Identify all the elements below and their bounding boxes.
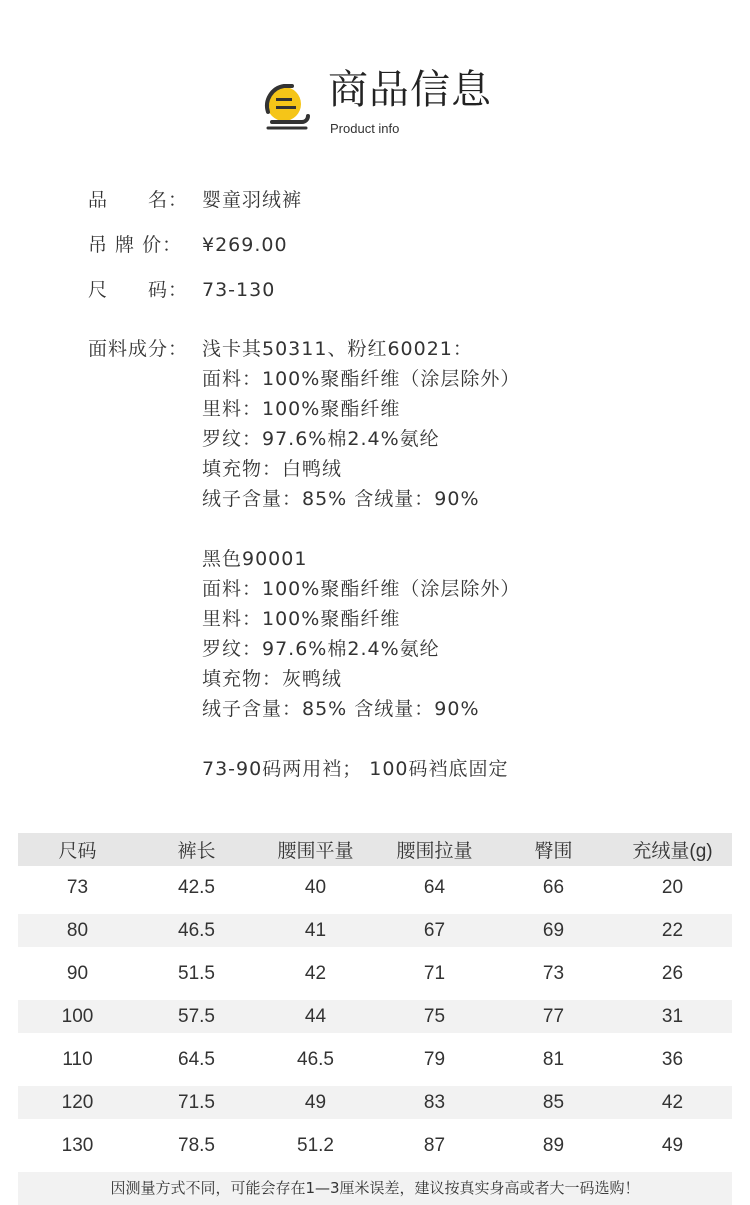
table-cell: 73 xyxy=(542,962,565,984)
table-cell: 89 xyxy=(542,1134,565,1156)
composition-line: 浅卡其50311、粉红60021： xyxy=(202,338,473,360)
table-cell: 51.2 xyxy=(297,1134,334,1156)
measurement-note: 因测量方式不同，可能会存在1—3厘米误差，建议按真实身高或者大一码选购！ xyxy=(18,1172,732,1205)
document-lines-icon xyxy=(262,82,314,132)
table-cell: 130 xyxy=(61,1134,94,1156)
table-cell: 71 xyxy=(423,962,446,984)
table-header-row xyxy=(18,833,732,866)
table-row xyxy=(18,1038,732,1081)
table-cell: 31 xyxy=(661,1005,684,1027)
table-header-cell: 腰围平量 xyxy=(277,841,354,862)
price-label: 吊 牌 价： xyxy=(88,234,183,256)
size-row xyxy=(88,275,275,305)
composition-line: 里料：100%聚酯纤维 xyxy=(202,398,401,420)
product-name-value: 婴童羽绒裤 xyxy=(202,189,303,211)
table-cell: 42.5 xyxy=(178,876,215,898)
table-header-cell: 臀围 xyxy=(534,841,573,862)
size-label: 尺 码： xyxy=(88,279,189,301)
table-row xyxy=(18,995,732,1038)
table-cell: 44 xyxy=(304,1005,327,1027)
composition-section xyxy=(88,334,520,784)
table-row xyxy=(18,1081,732,1124)
page-subtitle: Product info xyxy=(330,121,400,136)
table-row xyxy=(18,866,732,909)
table-cell: 49 xyxy=(304,1091,327,1113)
table-cell: 64 xyxy=(423,876,446,898)
table-header-cell: 充绒量(g) xyxy=(632,841,713,862)
table-cell: 78.5 xyxy=(178,1134,215,1156)
table-cell: 77 xyxy=(542,1005,565,1027)
composition-line: 绒子含量：85% 含绒量：90% xyxy=(202,698,480,720)
table-cell: 87 xyxy=(423,1134,446,1156)
price-row xyxy=(88,230,288,260)
header xyxy=(0,0,750,150)
table-cell: 51.5 xyxy=(178,962,215,984)
composition-line: 填充物：白鸭绒 xyxy=(202,458,343,480)
table-cell: 64.5 xyxy=(178,1048,215,1070)
composition-line: 面料：100%聚酯纤维（涂层除外） xyxy=(202,578,521,600)
composition-line: 里料：100%聚酯纤维 xyxy=(202,608,401,630)
table-row xyxy=(18,952,732,995)
table-cell: 66 xyxy=(542,876,565,898)
table-header-cell: 尺码 xyxy=(58,841,97,862)
table-cell: 46.5 xyxy=(297,1048,334,1070)
table-cell: 85 xyxy=(542,1091,565,1113)
table-row xyxy=(18,909,732,952)
table-cell: 69 xyxy=(542,919,565,941)
product-name-row xyxy=(88,185,302,215)
price-value: ¥269.00 xyxy=(202,234,288,256)
table-row xyxy=(18,1124,732,1167)
table-cell: 83 xyxy=(423,1091,446,1113)
composition-lines xyxy=(202,334,520,784)
table-cell: 80 xyxy=(66,919,89,941)
table-cell: 20 xyxy=(661,876,684,898)
table-cell: 73 xyxy=(66,876,89,898)
table-cell: 120 xyxy=(61,1091,94,1113)
composition-line: 罗纹：97.6%棉2.4%氨纶 xyxy=(202,638,440,660)
composition-line: 填充物：灰鸭绒 xyxy=(202,668,343,690)
table-cell: 67 xyxy=(423,919,446,941)
size-value: 73-130 xyxy=(202,279,276,301)
table-cell: 81 xyxy=(542,1048,565,1070)
table-cell: 100 xyxy=(61,1005,94,1027)
table-cell: 36 xyxy=(661,1048,684,1070)
composition-line: 罗纹：97.6%棉2.4%氨纶 xyxy=(202,428,440,450)
table-cell: 46.5 xyxy=(178,919,215,941)
table-header-cell: 裤长 xyxy=(177,841,216,862)
table-cell: 57.5 xyxy=(178,1005,215,1027)
table-cell: 40 xyxy=(304,876,327,898)
composition-line: 73-90码两用裆； 100码裆底固定 xyxy=(202,758,509,780)
table-cell: 71.5 xyxy=(178,1091,215,1113)
table-cell: 75 xyxy=(423,1005,446,1027)
table-cell: 22 xyxy=(661,919,684,941)
table-cell: 90 xyxy=(66,962,89,984)
table-header-cell: 腰围拉量 xyxy=(396,841,473,862)
composition-line: 面料：100%聚酯纤维（涂层除外） xyxy=(202,368,521,390)
table-cell: 41 xyxy=(304,919,327,941)
page-title: 商品信息 xyxy=(328,67,492,113)
table-cell: 42 xyxy=(661,1091,684,1113)
composition-line: 绒子含量：85% 含绒量：90% xyxy=(202,488,480,510)
spacer xyxy=(202,724,520,754)
spacer xyxy=(202,514,520,544)
table-cell: 49 xyxy=(661,1134,684,1156)
product-name-label: 品 名： xyxy=(88,189,189,211)
composition-label: 面料成分： xyxy=(88,338,189,360)
table-cell: 110 xyxy=(62,1048,93,1070)
table-cell: 42 xyxy=(304,962,327,984)
composition-line: 黑色90001 xyxy=(202,548,308,570)
table-cell: 26 xyxy=(661,962,684,984)
table-cell: 79 xyxy=(423,1048,446,1070)
size-table xyxy=(18,833,732,1167)
